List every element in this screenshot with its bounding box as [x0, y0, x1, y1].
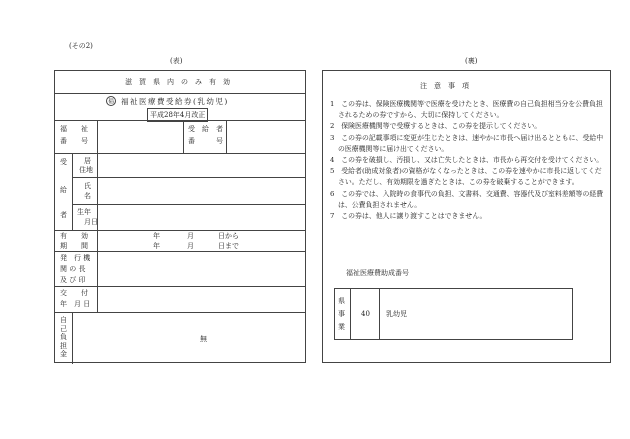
validity-period-label-1: 有 効 [60, 232, 88, 240]
period-from-month: 月 [187, 232, 194, 240]
divider [55, 120, 305, 121]
address-label-1: 居 [84, 157, 91, 165]
period-from-year: 年 [153, 232, 160, 240]
period-from-day: 日から [218, 232, 239, 240]
divider [379, 289, 380, 339]
recipient-vertical-3: 者 [60, 211, 67, 219]
divider [72, 153, 73, 230]
divider [55, 251, 305, 252]
copay-label: 自己負担金 [60, 316, 67, 359]
issuer-label-3: 及 び 印 [60, 276, 86, 284]
divider [72, 204, 305, 205]
code-heading: 福祉医療費助成番号 [346, 269, 409, 277]
period-to-month: 月 [187, 242, 194, 250]
welfare-number-label-2: 番 号 [60, 137, 88, 145]
code-label-2: 事 [338, 310, 345, 318]
code-label-3: 業 [338, 323, 345, 331]
divider [97, 251, 98, 286]
name-label-2: 名 [84, 192, 91, 200]
code-table [334, 288, 573, 340]
note-item: 6 この券では、入院時の食事代の負担、文書料、交通費、容器代及び室料差額等の経費は、公費負担されません。 [330, 189, 604, 209]
note-item: 2 保険医療機関等で受療するときは、この券を提示してください。 [330, 122, 542, 131]
note-item: 5 受給者(助成対象者)の資格がなくなったときは、この券を速やかに市長に返してください。ただし、有効期限を過ぎたときは、この券を破棄することができます。 [330, 167, 602, 187]
recipient-number-label-1: 受 給 者 [188, 125, 223, 133]
divider [72, 177, 305, 178]
notes-title: 注 意 事 項 [420, 82, 469, 90]
copay-value: 無 [200, 335, 207, 343]
divider [55, 286, 305, 287]
note-item: 3 この券の記載事項に変更が生じたときは、速やかに市長へ届け出るとともに、受給中の医療機関等に届け出てください。 [330, 133, 604, 153]
note-item: 1 この券は、保険医療機関等で医療を受けたとき、医療費の自己負担相当分を公費負担されるための券ですから、大切に保持してください。 [330, 100, 603, 120]
note-item: 7 この券は、他人に譲り渡すことはできません。 [330, 212, 487, 221]
divider [97, 286, 98, 312]
code-label-1: 県 [338, 297, 345, 305]
divider [55, 153, 305, 154]
page-label: (その2) [69, 42, 93, 50]
note-item: 4 この券を破損し、汚損し、又は亡失したときは、市長から再交付を受けてください。 [330, 156, 604, 165]
name-label-1: 氏 [84, 182, 91, 190]
issue-date-label-2: 年 月 日 [60, 300, 91, 308]
divider [350, 289, 351, 339]
divider [55, 93, 305, 94]
divider [55, 312, 305, 313]
code-number: 40 [361, 310, 370, 318]
notes-list [330, 99, 604, 222]
address-label-2: 住地 [79, 166, 93, 174]
validity-period-label-2: 期 間 [60, 242, 88, 250]
card-title: 福祉医療費受給券(乳幼児) [121, 97, 229, 106]
front-heading: (表) [170, 57, 183, 65]
issuer-label-1: 発 行 機 [60, 254, 91, 262]
back-heading: (裏) [465, 57, 478, 65]
code-category: 乳幼児 [386, 310, 407, 318]
divider [72, 312, 73, 364]
issue-date-label-1: 交 付 [60, 289, 88, 297]
revision-box: 平成28年4月改正 [147, 108, 208, 122]
back-card [322, 70, 611, 363]
divider [97, 120, 98, 153]
divider [226, 120, 227, 153]
recipient-vertical-1: 受 [60, 158, 67, 166]
period-to-day: 日まで [218, 242, 239, 250]
seal-icon: 福 [107, 98, 114, 105]
divider [55, 230, 305, 231]
recipient-vertical-2: 給 [60, 186, 67, 194]
welfare-number-label-1: 福 祉 [60, 125, 88, 133]
period-to-year: 年 [153, 242, 160, 250]
validity-text: 滋 賀 県 内 の み 有 効 [125, 78, 230, 86]
recipient-number-label-2: 番 号 [188, 137, 223, 145]
divider [183, 120, 184, 153]
front-card [54, 70, 306, 363]
issuer-label-2: 関 の 長 [60, 265, 86, 273]
birth-label-1: 生年 [77, 208, 91, 216]
divider [97, 230, 98, 251]
birth-label-2: 月日 [84, 218, 98, 226]
